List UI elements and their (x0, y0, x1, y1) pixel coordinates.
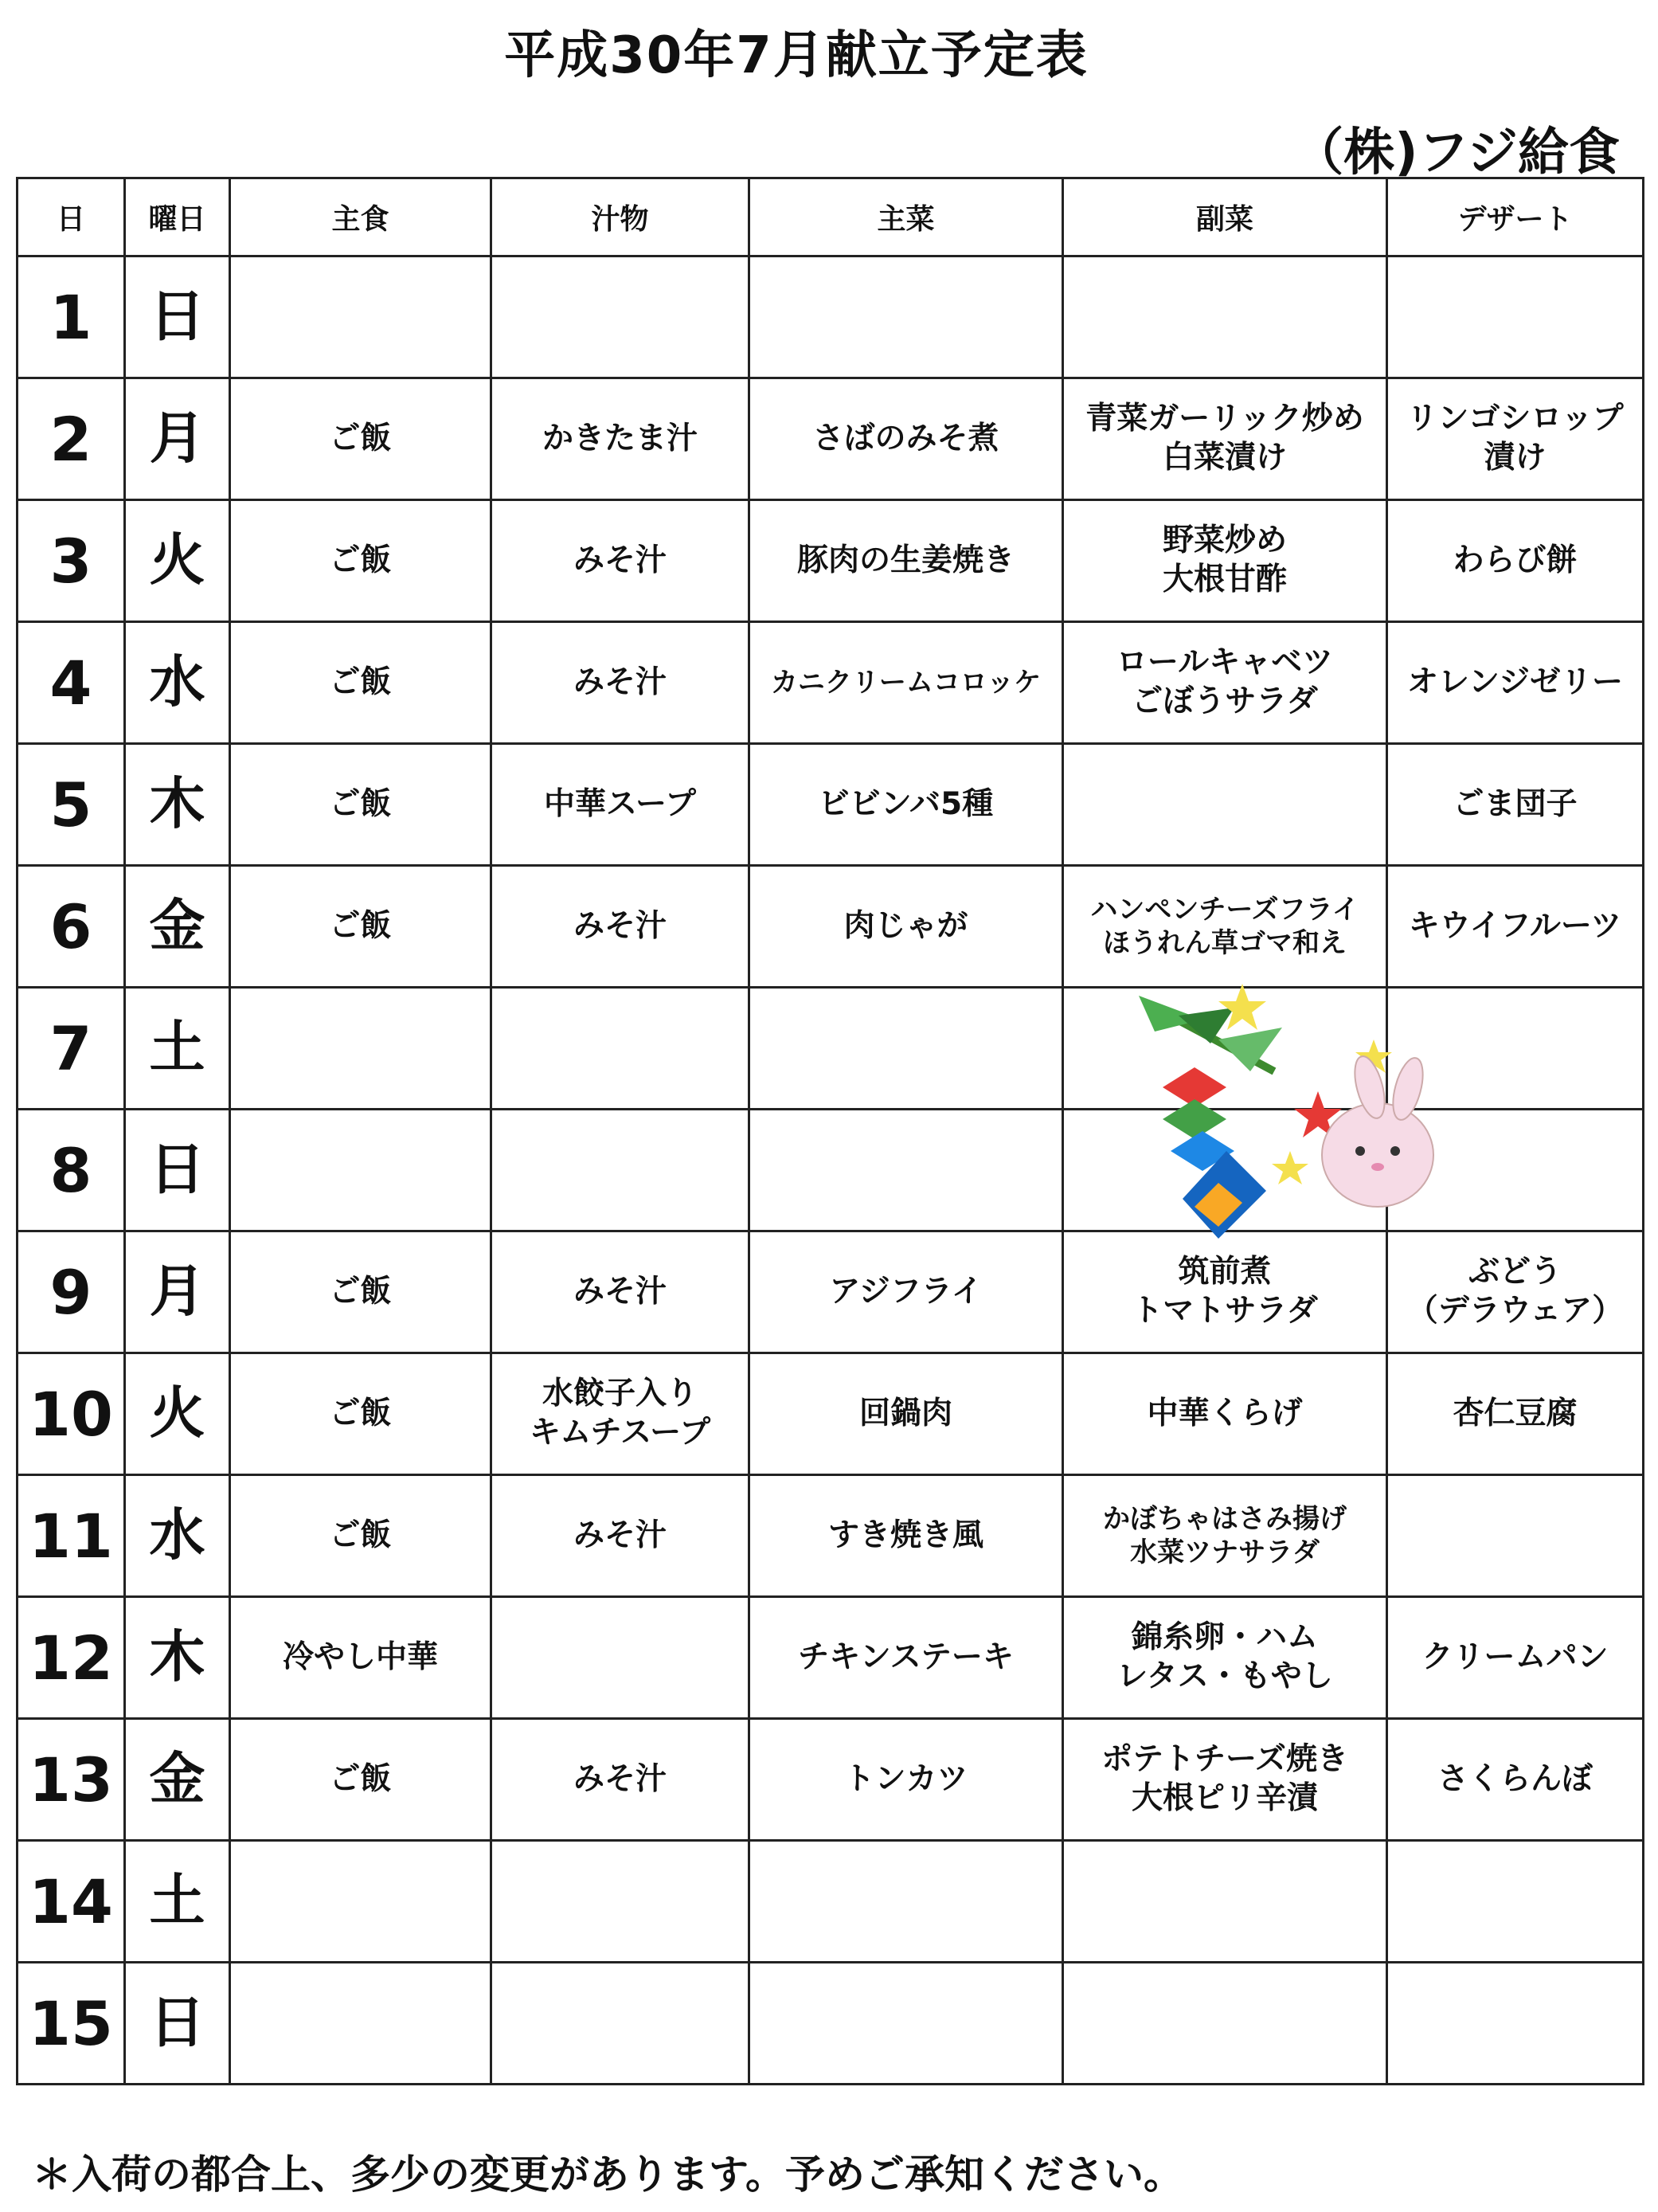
cell-staple (230, 1841, 491, 1963)
cell-day: 1 (18, 256, 125, 378)
cell-side: 中華くらげ (1063, 1353, 1387, 1475)
cell-weekday: 月 (125, 378, 230, 500)
cell-staple: ご飯 (230, 378, 491, 500)
header-dessert: デザート (1387, 178, 1644, 256)
cell-soup: みそ汁 (491, 866, 749, 988)
cell-day: 12 (18, 1597, 125, 1719)
cell-side: 青菜ガーリック炒め 白菜漬け (1063, 378, 1387, 500)
table-row (18, 622, 1644, 744)
cell-weekday: 金 (125, 866, 230, 988)
table-row (18, 1719, 1644, 1841)
cell-weekday: 日 (125, 256, 230, 378)
cell-side: 筑前煮 トマトサラダ (1063, 1231, 1387, 1353)
cell-soup (491, 256, 749, 378)
cell-weekday: 水 (125, 1475, 230, 1597)
header-day: 日 (18, 178, 125, 256)
cell-main: 肉じゃが (749, 866, 1063, 988)
table-row (18, 744, 1644, 866)
cell-soup: かきたま汁 (491, 378, 749, 500)
cell-staple: ご飯 (230, 866, 491, 988)
table-row (18, 1963, 1644, 2085)
cell-day: 11 (18, 1475, 125, 1597)
cell-dessert: わらび餅 (1387, 500, 1644, 622)
cell-staple (230, 1110, 491, 1231)
cell-day: 6 (18, 866, 125, 988)
header-soup: 汁物 (491, 178, 749, 256)
page-title: 平成30年7月献立予定表 (504, 26, 1089, 85)
cell-side: 錦糸卵・ハム レタス・もやし (1063, 1597, 1387, 1719)
cell-dessert (1387, 256, 1644, 378)
cell-day: 2 (18, 378, 125, 500)
cell-weekday: 土 (125, 988, 230, 1110)
cell-staple: ご飯 (230, 1719, 491, 1841)
company-name: （株)フジ給食 (1292, 123, 1620, 182)
cell-day: 3 (18, 500, 125, 622)
cell-dessert: リンゴシロップ 漬け (1387, 378, 1644, 500)
cell-main (749, 1110, 1063, 1231)
table-row (18, 1597, 1644, 1719)
cell-dessert: さくらんぼ (1387, 1719, 1644, 1841)
cell-weekday: 木 (125, 744, 230, 866)
table-row (18, 1841, 1644, 1963)
header-main: 主菜 (749, 178, 1063, 256)
cell-soup (491, 1110, 749, 1231)
cell-soup (491, 1963, 749, 2085)
cell-main: すき焼き風 (749, 1475, 1063, 1597)
cell-side (1063, 1841, 1387, 1963)
cell-dessert (1387, 1475, 1644, 1597)
cell-main: チキンステーキ (749, 1597, 1063, 1719)
cell-soup (491, 1597, 749, 1719)
cell-side: ハンペンチーズフライ ほうれん草ゴマ和え (1063, 866, 1387, 988)
cell-weekday: 土 (125, 1841, 230, 1963)
cell-staple (230, 256, 491, 378)
cell-staple: ご飯 (230, 1353, 491, 1475)
cell-side: 野菜炒め 大根甘酢 (1063, 500, 1387, 622)
rabbit-icon (1322, 1053, 1433, 1207)
cell-soup: 中華スープ (491, 744, 749, 866)
cell-soup (491, 988, 749, 1110)
cell-side: ロールキャベツ ごぼうサラダ (1063, 622, 1387, 744)
cell-soup: みそ汁 (491, 1231, 749, 1353)
cell-staple: ご飯 (230, 1475, 491, 1597)
cell-weekday: 水 (125, 622, 230, 744)
cell-staple: ご飯 (230, 1231, 491, 1353)
cell-main: 回鍋肉 (749, 1353, 1063, 1475)
cell-day: 14 (18, 1841, 125, 1963)
cell-weekday: 月 (125, 1231, 230, 1353)
cell-side: ポテトチーズ焼き 大根ピリ辛漬 (1063, 1719, 1387, 1841)
cell-main (749, 1841, 1063, 1963)
cell-weekday: 日 (125, 1963, 230, 2085)
cell-day: 5 (18, 744, 125, 866)
table-row (18, 256, 1644, 378)
cell-day: 7 (18, 988, 125, 1110)
cell-soup: みそ汁 (491, 1475, 749, 1597)
bamboo-icon (1139, 996, 1282, 1071)
cell-staple (230, 988, 491, 1110)
cell-weekday: 金 (125, 1719, 230, 1841)
cell-main: ビビンバ5種 (749, 744, 1063, 866)
cell-soup (491, 1841, 749, 1963)
cell-dessert (1387, 1963, 1644, 2085)
footnote: ＊入荷の都合上、多少の変更があります。予めご承知ください。 (32, 2151, 1183, 2198)
cell-soup: 水餃子入り キムチスープ (491, 1353, 749, 1475)
cell-staple: ご飯 (230, 744, 491, 866)
cell-day: 9 (18, 1231, 125, 1353)
header-side: 副菜 (1063, 178, 1387, 256)
cell-dessert (1387, 1841, 1644, 1963)
cell-main: 豚肉の生姜焼き (749, 500, 1063, 622)
cell-staple (230, 1963, 491, 2085)
cell-dessert: ぶどう （デラウェア） (1387, 1231, 1644, 1353)
cell-staple: ご飯 (230, 622, 491, 744)
cell-side (1063, 1963, 1387, 2085)
cell-main: アジフライ (749, 1231, 1063, 1353)
cell-main (749, 1963, 1063, 2085)
cell-staple: ご飯 (230, 500, 491, 622)
cell-weekday: 火 (125, 500, 230, 622)
cell-dessert: クリームパン (1387, 1597, 1644, 1719)
cell-soup: みそ汁 (491, 622, 749, 744)
tanzaku-icon (1163, 1067, 1266, 1239)
cell-side (1063, 256, 1387, 378)
cell-day: 4 (18, 622, 125, 744)
tanabata-illustration (1107, 952, 1505, 1270)
cell-main: さばのみそ煮 (749, 378, 1063, 500)
cell-soup: みそ汁 (491, 1719, 749, 1841)
cell-dessert: オレンジゼリー (1387, 622, 1644, 744)
cell-dessert: ごま団子 (1387, 744, 1644, 866)
cell-weekday: 木 (125, 1597, 230, 1719)
header-row (18, 178, 1644, 256)
cell-staple: 冷やし中華 (230, 1597, 491, 1719)
table-row (18, 500, 1644, 622)
cell-main (749, 256, 1063, 378)
cell-side: かぼちゃはさみ揚げ 水菜ツナサラダ (1063, 1475, 1387, 1597)
cell-weekday: 火 (125, 1353, 230, 1475)
table-row (18, 1353, 1644, 1475)
cell-day: 10 (18, 1353, 125, 1475)
cell-side (1063, 744, 1387, 866)
cell-day: 13 (18, 1719, 125, 1841)
cell-main (749, 988, 1063, 1110)
cell-main: カニクリームコロッケ (749, 622, 1063, 744)
cell-dessert: キウイフルーツ (1387, 866, 1644, 988)
cell-weekday: 日 (125, 1110, 230, 1231)
header-weekday: 曜日 (125, 178, 230, 256)
cell-main: トンカツ (749, 1719, 1063, 1841)
cell-dessert: 杏仁豆腐 (1387, 1353, 1644, 1475)
cell-soup: みそ汁 (491, 500, 749, 622)
cell-day: 15 (18, 1963, 125, 2085)
table-row (18, 1475, 1644, 1597)
header-staple: 主食 (230, 178, 491, 256)
table-row (18, 378, 1644, 500)
cell-day: 8 (18, 1110, 125, 1231)
